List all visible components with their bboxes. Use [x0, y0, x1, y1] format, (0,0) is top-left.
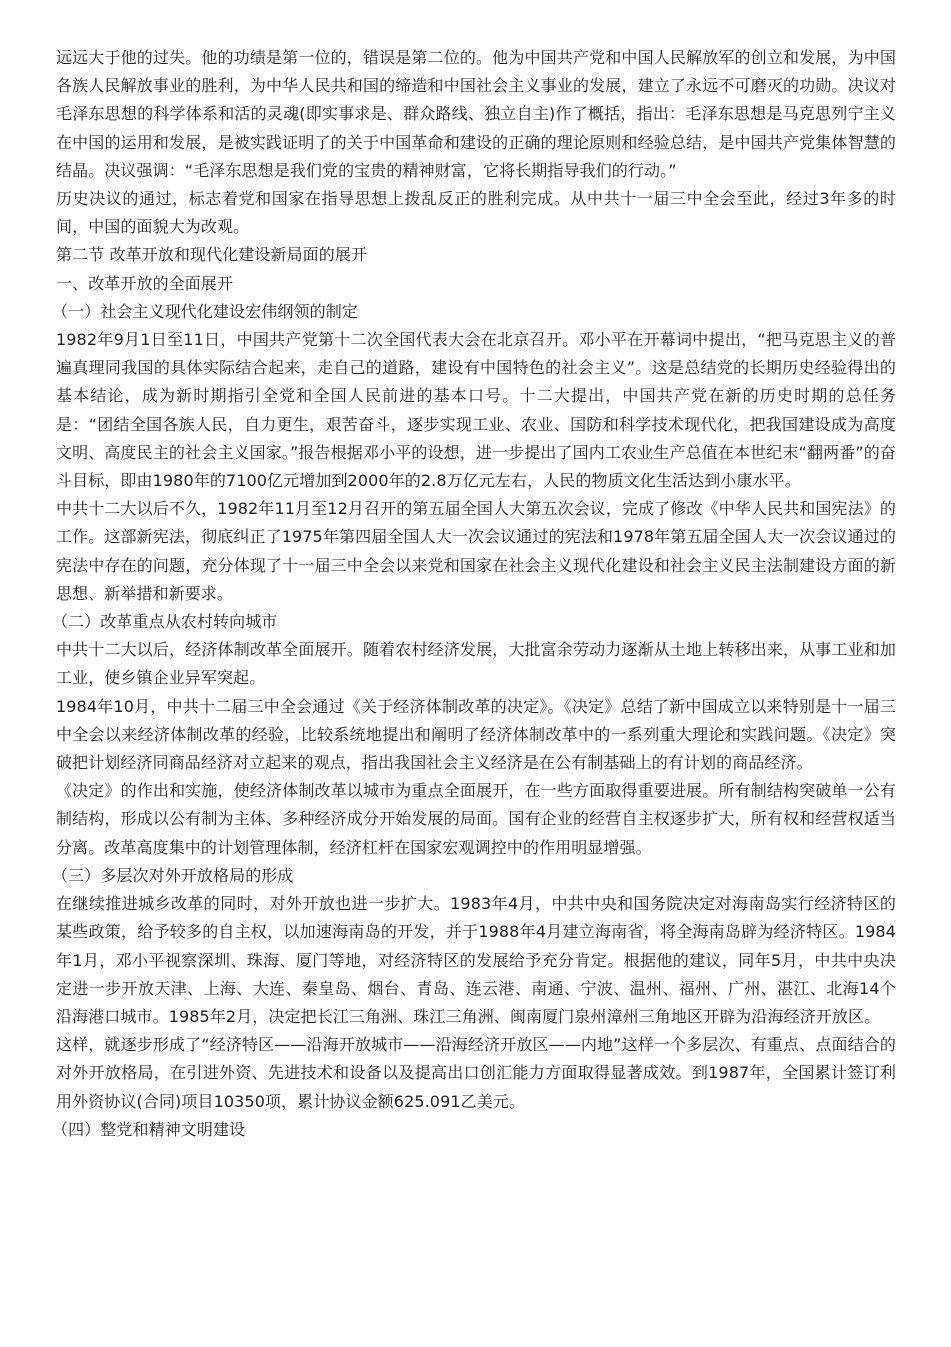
subsubsection-heading-3: （三）多层次对外开放格局的形成: [52, 865, 294, 885]
paragraph-economic-reform: 中共十二大以后，经济体制改革全面展开。随着农村经济发展，大批富余劳动力逐渐从土地上转移出来，从事工业和加工业，使乡镇企业异军突起。: [56, 640, 896, 688]
subsection-heading: 一、改革开放的全面展开: [56, 273, 234, 293]
paragraph-resolution-adopted: 历史决议的通过，标志着党和国家在指导思想上拨乱反正的胜利完成。从中共十一届三中全会至此，经过3年多的时间，中国的面貌大为改观。: [56, 189, 896, 237]
subsubsection-heading-4: （四）整党和精神文明建设: [52, 1119, 246, 1139]
subsubsection-heading-2: （二）改革重点从农村转向城市: [52, 612, 278, 632]
paragraph-opening-up: 在继续推进城乡改革的同时，对外开放也进一步扩大。1983年4月，中共中央和国务院决定对海南岛实行经济特区的某些政策，给予较多的自主权，以加速海南岛的开发，并于1988年4月建立海南省，将全海南岛辟为经济特区。1984年1月，邓小平视察深圳、珠海、厦门等地，对经济特区的发展给予充分肯定。根据他的建议，同年5月，中共中央决定进一步开放天津、上海、大连、秦皇岛、烟台、青岛、连云港、南通、宁波、温州、福州、广州、湛江、北海14个沿海港口城市。1985年2月，决定把长江三角洲、珠江三角洲、闽南厦门泉州漳州三角地区开辟为沿海经济开放区。: [56, 894, 896, 1026]
section-heading: 第二节 改革开放和现代化建设新局面的展开: [56, 245, 368, 265]
paragraph-decision-implementation: 《决定》的作出和实施，使经济体制改革以城市为重点全面展开，在一些方面取得重要进展。所有制结构突破单一公有制结构，形成以公有制为主体、多种经济成分开始发展的局面。国有企业的经营自主权逐步扩大，所有权和经营权适当分离。改革高度集中的计划管理体制，经济杠杆在国家宏观调控中的作用明显增强。: [56, 781, 896, 857]
paragraph-opening-pattern: 这样，就逐步形成了“经济特区——沿海开放城市——沿海经济开放区——内地”这样一个多层次、有重点、点面结合的对外开放格局，在引进外资、先进技术和设备以及提高出口创汇能力方面取得显著成效。到1987年，全国累计签订利用外资协议(合同)项目10350项，累计协议金额625.091乙美元。: [56, 1035, 896, 1111]
document-body: [52, 44, 896, 1144]
subsubsection-heading-1: （一）社会主义现代化建设宏伟纲领的制定: [52, 301, 358, 321]
paragraph-twelfth-congress: 1982年9月1日至11日，中国共产党第十二次全国代表大会在北京召开。邓小平在开幕词中提出，“把马克思主义的普遍真理同我国的具体实际结合起来，走自己的道路，建设有中国特色的社会主义”。这是总结党的长期历史经验得出的基本结论，成为新时期指引全党和全国人民前进的基本口号。十二大提出，中国共产党在新的历史时期的总任务是：“团结全国各族人民，自力更生，艰苦奋斗，逐步实现工业、农业、国防和科学技术现代化，把我国建设成为高度文明、高度民主的社会主义国家。”报告根据邓小平的设想，进一步提出了国内工农业生产总值在本世纪末“翻两番”的奋斗目标，即由1980年的7100亿元增加到2000年的2.8万亿元左右，人民的物质文化生活达到小康水平。: [56, 330, 896, 491]
paragraph-constitution: 中共十二大以后不久，1982年11月至12月召开的第五届全国人大第五次会议，完成了修改《中华人民共和国宪法》的工作。这部新宪法，彻底纠正了1975年第四届全国人大一次会议通过的宪法和1978年第五届全国人大一次会议通过的宪法中存在的问题，充分体现了十一届三中全会以来党和国家在社会主义现代化建设和社会主义民主法制建设方面的新思想、新举措和新要求。: [56, 499, 896, 603]
paragraph-mao-assessment: 远远大于他的过失。他的功绩是第一位的，错误是第二位的。他为中国共产党和中国人民解放军的创立和发展，为中国各族人民解放事业的胜利，为中华人民共和国的缔造和中国社会主义事业的发展，建立了永远不可磨灭的功勋。决议对毛泽东思想的科学体系和活的灵魂(即实事求是、群众路线、独立自主)作了概括，指出：毛泽东思想是马克思列宁主义在中国的运用和发展，是被实践证明了的关于中国革命和建设的正确的理论原则和经验总结，是中国共产党集体智慧的结晶。决议强调：“毛泽东思想是我们党的宝贵的精神财富，它将长期指导我们的行动。”: [56, 48, 896, 180]
paragraph-decision-1984: 1984年10月，中共十二届三中全会通过《关于经济体制改革的决定》。《决定》总结了新中国成立以来特别是十一届三中全会以来经济体制改革的经验，比较系统地提出和阐明了经济体制改革中的一系列重大理论和实践问题。《决定》突破把计划经济同商品经济对立起来的观点，指出我国社会主义经济是在公有制基础上的有计划的商品经济。: [56, 696, 896, 773]
